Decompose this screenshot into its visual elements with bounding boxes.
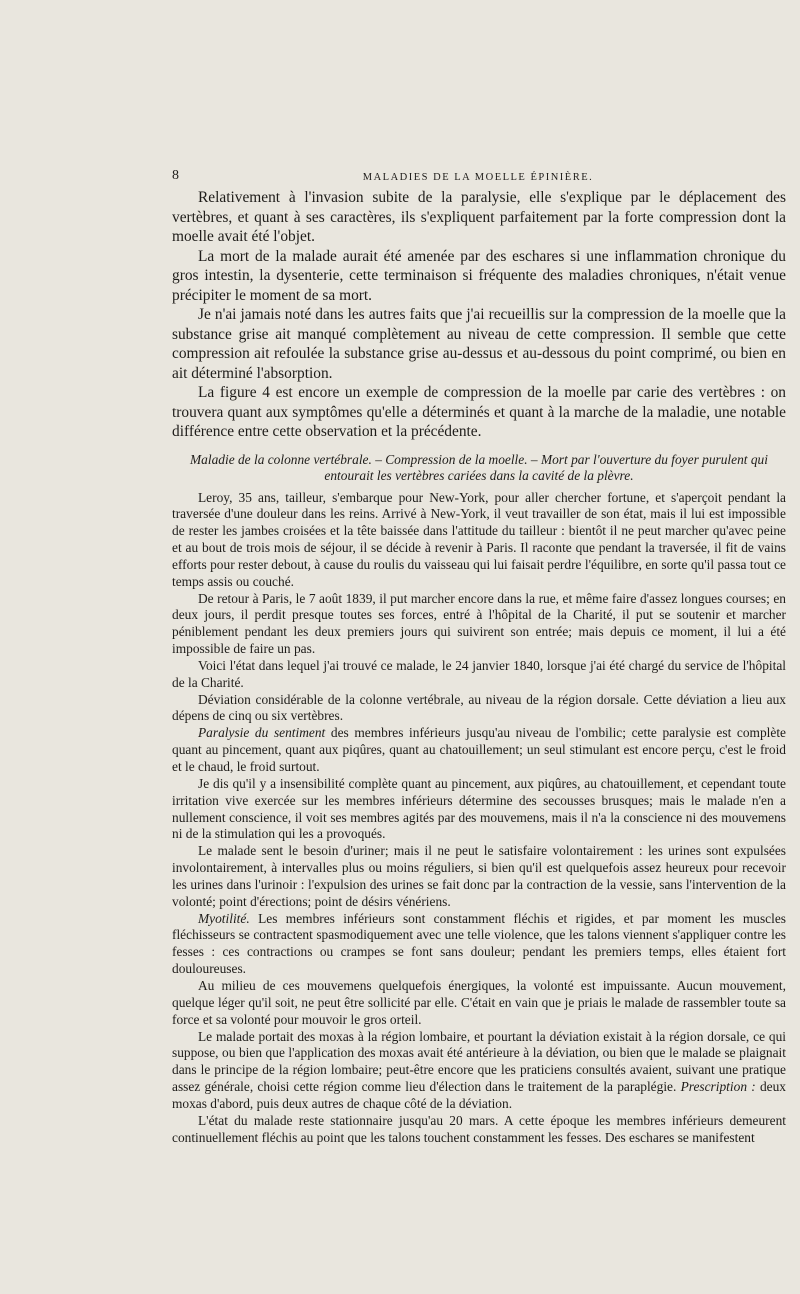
- italic-lead: Myotilité.: [198, 910, 250, 926]
- page-header: [172, 166, 784, 186]
- paragraph: [172, 658, 786, 692]
- paragraph: [172, 725, 786, 776]
- paragraph: La mort de la malade aurait été amenée par des eschares si une inflammation chronique du gros intestin, la dysenterie, cette terminaison si fréquente des maladies chroniques, n'était venue précipiter le moment de sa mort.: [172, 247, 786, 304]
- prescription-text: deux moxas d'abord, puis deux autres de chaque côté de la déviation.: [172, 1079, 786, 1111]
- prescription-label: Prescription :: [680, 1079, 756, 1095]
- paragraph: [172, 1113, 786, 1147]
- case-heading: Maladie de la colonne vertébrale. – Compression de la moelle. – Mort par l'ouverture du foyer purulent qui entourait les vertèbres cariées dans la cavité de la plèvre.: [190, 451, 768, 483]
- paragraph: [172, 776, 786, 843]
- paragraph-text: L'état du malade reste stationnaire jusqu'au 20 mars. A cette époque les membres inférieurs demeurent continuellement fléchis au point que les talons touchent constamment les fesses. Des eschares se manifestent: [172, 1112, 786, 1145]
- paragraph: [172, 692, 786, 726]
- paragraph-text: Le malade sent le besoin d'uriner; mais il ne peut le satisfaire volontairement : les urines sont expulsées involontairement, à intervalles plus ou moins réguliers, si bien qu'il est quelquefois assez heureux pour recevoir les urines dans l'urinoir : l'expulsion des urines se fait donc par la contraction de la vessie, sans l'intervention de la volonté; point d'érections; point de désirs vénériens.: [172, 843, 786, 909]
- paragraph-text: Les membres inférieurs sont constamment fléchis et rigides, et par moment les muscles fléchisseurs se contractent spasmodiquement avec une telle violence, que les talons viennent s'appliquer contre les fesses : ces contractions ou crampes se font sans douleur; pendant les premiers temps, elles étaient fort douloureuses.: [172, 910, 786, 977]
- paragraph: La figure 4 est encore un exemple de compression de la moelle par carie des vertèbres : on trouvera quant aux symptômes qu'elle a déterminés et quant à la marche de la maladie, une notable différence entre cette observation et la précédente.: [172, 384, 786, 440]
- paragraph-text: Au milieu de ces mouvemens quelquefois énergiques, la volonté est impuissante. Aucun mouvement, quelque léger qu'il soit, ne peut être sollicité par elle. C'était en vain que je priais le malade de rassembler toute sa force et sa volonté pour mouvoir le gros orteil.: [172, 977, 786, 1027]
- paragraph-text: Leroy, 35 ans, tailleur, s'embarque pour New-York, pour aller chercher fortune, et s'aperçoit pendant la traversée d'une douleur dans les reins. Arrivé à New-York, il veut travailler de son état, mais il lui est impossible de rester les jambes croisées et la tête baissée dans l'attitude du tailleur : bientôt il ne peut marcher qu'avec peine et au bout de trois mois de séjour, il se décide à revenir à Paris. Il raconte que pendant la traversée, il fit de vains efforts pour rester debout, à cause du roulis du vaisseau qui lui faisait perdre l'équilibre, en sorte qu'il passa tout ce temps assis ou couché.: [172, 489, 786, 589]
- running-title: MALADIES DE LA MOELLE ÉPINIÈRE.: [362, 172, 594, 183]
- paragraph: [172, 843, 786, 910]
- paragraph: [172, 591, 786, 658]
- paragraph-text: Déviation considérable de la colonne vertébrale, au niveau de la région dorsale. Cette déviation a lieu aux dépens de cinq ou six vertèbres.: [172, 691, 786, 724]
- paragraph: Relativement à l'invasion subite de la paralysie, elle s'explique par le déplacement des vertèbres, et quant à ses caractères, ils s'expliquent parfaitement par la forte compression dont la moelle avait été l'objet.: [172, 189, 786, 245]
- paragraph-text: des membres inférieurs jusqu'au niveau de l'ombilic; cette paralysie est complète quant au pincement, quant aux piqûres, quant au chatouillement; un seul stimulant est encore perçu, c'est le froid et le chaud, le froid surtout.: [172, 725, 786, 774]
- paragraph: [172, 978, 786, 1029]
- page-number: 8: [172, 168, 179, 183]
- paragraph: Je n'ai jamais noté dans les autres faits que j'ai recueillis sur la compression de la moelle que la substance grise ait manqué complètement au niveau de cette compression. Il semble que cette compression ait refoulée la substance grise au-dessus et au-dessous du point comprimé, ou bien en ait déterminé l'absorption.: [172, 306, 786, 382]
- paragraph-text: Le malade portait des moxas à la région lombaire, et pourtant la déviation existait à la région dorsale, ce qui suppose, ou bien que l'application des moxas avait été antérieure à la déviation, ou bien que le malade se plaignait dans le principe de la région lombaire; peut-être encore que les praticiens consultés avaient, suivant une pratique assez générale, choisi cette région comme lieu d'élection dans le traitement de la paraplégie.: [172, 1028, 786, 1095]
- paragraph-text: Voici l'état dans lequel j'ai trouvé ce malade, le 24 janvier 1840, lorsque j'ai été chargé du service de l'hôpital de la Charité.: [172, 657, 786, 690]
- paragraph: [172, 1029, 786, 1113]
- page-body: [172, 188, 786, 1146]
- italic-lead: Paralysie du sentiment: [198, 725, 326, 741]
- paragraph: [172, 490, 786, 591]
- paragraph-text: Je dis qu'il y a insensibilité complète quant au pincement, aux piqûres, au chatouillement, et cependant toute irritation vive exercée sur les membres inférieurs détermine des secousses brusques; mais le malade n'en a nullement conscience, il voit ses membres agités par des mouvemens, mais il n'a la conscience ni des mouvemens ni de la stimulation qui les a provoqués.: [172, 775, 786, 842]
- paragraph-text: De retour à Paris, le 7 août 1839, il put marcher encore dans la rue, et même faire d'assez longues courses; en deux jours, il perdit presque toutes ses forces, entré à l'hôpital de la Charité, il put se soutenir et marcher péniblement pendant les deux premiers jours qui suivirent son entrée; mais depuis ce moment, il lui a été impossible de faire un pas.: [172, 590, 786, 657]
- paragraph: [172, 911, 786, 978]
